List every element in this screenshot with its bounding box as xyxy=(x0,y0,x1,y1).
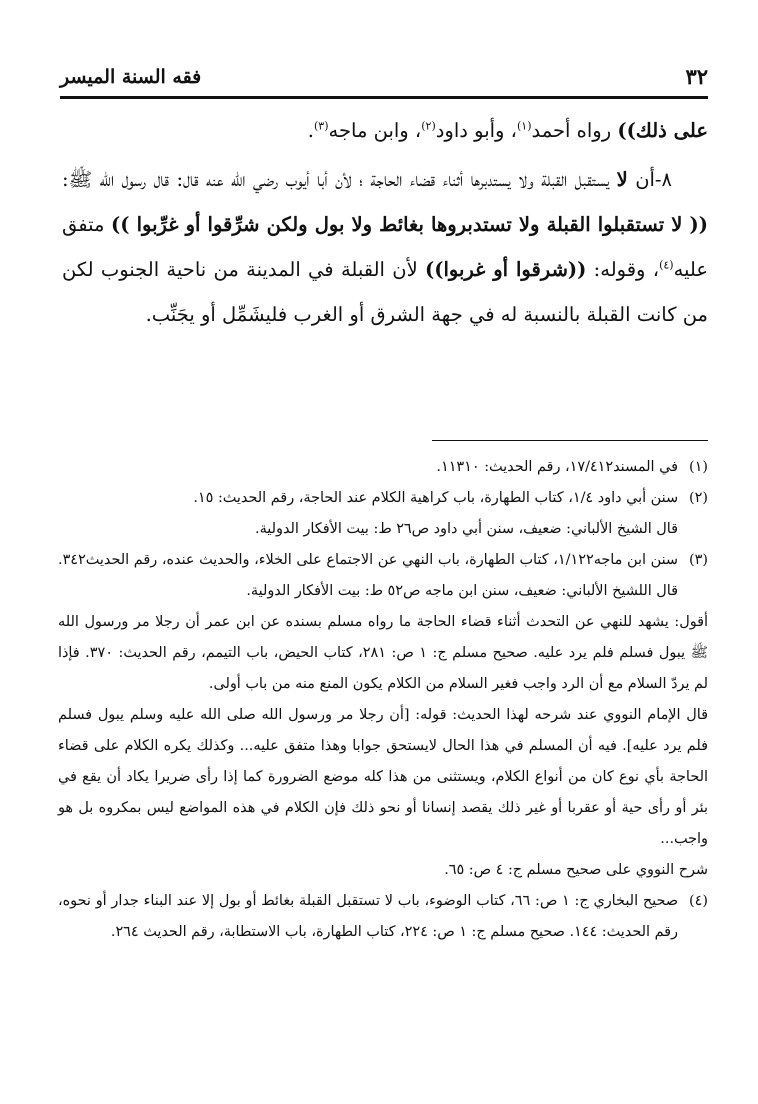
footnote-text: سنن أبي داود ١/٤، كتاب الطهارة، باب كراهية الكلام عند الحاجة، رقم الحديث: ١٥. xyxy=(193,490,678,506)
bold-negation: لا xyxy=(616,168,628,191)
point-number: ٨-أن xyxy=(627,168,673,191)
text-span: ، وقوله: xyxy=(586,258,660,281)
footnote-3-aqul: أقول: يشهد للنهي عن التحدث أثناء قضاء الحاجة ما رواه مسلم بسنده عن ابن عمر أن رجلا مر ورسول الله ﷺ يبول فسلم فلم يرد عليه. صحيح مسلم ج: ١ ص: ٢٨١، كتاب الحيض، باب التيمم، رقم الحديث: ٣٧٠. فإذا لم يردّ السلام مع أن الرد واجب فغير السلام من الكلام يكون المنع منه من باب أولى. xyxy=(58,614,709,692)
hadith-quote: (( لا تستقبلوا القبلة ولا تستدبروها بغائط ولا بول ولكن شرِّقوا أو غرِّبوا )) xyxy=(111,213,708,236)
bold-phrase: على ذلك)) xyxy=(617,119,708,142)
footnote-4 xyxy=(58,886,708,948)
footnote-text: صحيح البخاري ج: ١ ص: ٦٦، كتاب الوضوء، باب لا تستقبل القبلة بغائط أو بول إلا عند البناء جدار أو نحوه، رقم الحديث: ١٤٤. صحيح مسلم ج: ١ ص: ٢٢٤، كتاب الطهارة، باب الاستطابة، رقم الحديث ٢٦٤. xyxy=(58,893,678,940)
footnote-separator xyxy=(432,440,708,441)
footnote-ref-4[interactable]: (٤) xyxy=(659,258,674,272)
text-span: متفق عليه xyxy=(62,213,709,281)
text-span: . xyxy=(307,119,314,142)
footnote-3-sharh: شرح النووي على صحيح مسلم ج: ٤ ص: ٦٥. xyxy=(444,862,708,878)
footnote-2-albani: قال الشيخ الألباني: ضعيف، سنن أبي داود ص٢٦ ط: بيت الأفكار الدولية. xyxy=(255,521,678,537)
page-number: ٣٢ xyxy=(685,64,708,89)
main-text xyxy=(62,108,708,337)
footnote-ref-3[interactable]: (٣) xyxy=(314,119,329,133)
footnote-number: (٤) xyxy=(689,893,708,909)
text-span: يستقبل القبلة ولا يستدبرها أثناء قضاء الحاجة ؛ لأن أبا أيوب رضي الله عنه قال: قال رسول الله ﷺ: xyxy=(62,168,617,191)
footnote-number: (٣) xyxy=(689,552,708,568)
paragraph-continuation xyxy=(62,108,708,153)
text-span: لأن القبلة في المدينة من ناحية الجنوب لكن من كانت القبلة بالنسبة له في جهة الشرق أو الغرب فليشَمِّل أو يجَنِّب. xyxy=(62,258,708,326)
text-span: رواه أحمد xyxy=(531,119,618,142)
footnote-number: (١) xyxy=(689,459,708,475)
footnote-1 xyxy=(58,452,708,483)
footnote-2 xyxy=(58,483,708,514)
footnote-ref-1[interactable]: (١) xyxy=(516,119,532,133)
hadith-phrase: ((شرقوا أو غربوا)) xyxy=(425,258,587,281)
footnotes xyxy=(58,452,708,948)
footnote-3-nawawi: قال الإمام النووي عند شرحه لهذا الحديث: قوله: [أن رجلا مر ورسول الله صلى الله عليه وسلم يبول فسلم فلم يرد عليه]. فيه أن المسلم في هذا الحال لايستحق جوابا وهذا متفق عليه... وكذلك يكره الكلام على قضاء الحاجة بأي نوع كان من أنواع الكلام، ويستثنى من هذا كله موضع الضرورة كما إذا رأى ضريرا يكاد أن يقع في بئر أو رأى حية أو عقربا أو غير ذلك يقصد إنسانا أو نحو ذلك فإن الكلام في هذه المواضع ليس بمكروه بل هو واجب... xyxy=(58,707,708,847)
footnote-number: (٢) xyxy=(689,490,708,506)
footnote-text: سنن ابن ماجه١/١٢٢، كتاب الطهارة، باب النهي عن الاجتماع على الخلاء، والحديث عنده، رقم الحديث٣٤٢. قال اللشيخ الألباني: ضعيف، سنن ابن ماجه ص٥٢ ط: بيت الأفكار الدولية. xyxy=(58,552,678,599)
text-span: ، وأبو داود xyxy=(435,119,517,142)
footnote-text: في المسند١٧/٤١٢، رقم الحديث: ١١٣١٠. xyxy=(436,459,678,475)
running-header xyxy=(60,62,708,99)
text-span: ، وابن ماجه xyxy=(328,119,422,142)
book-title: فقه السنة الميسر xyxy=(60,66,202,88)
footnote-ref-2[interactable]: (٢) xyxy=(421,119,436,133)
footnote-3 xyxy=(58,545,708,607)
paragraph-point-8 xyxy=(62,157,708,337)
